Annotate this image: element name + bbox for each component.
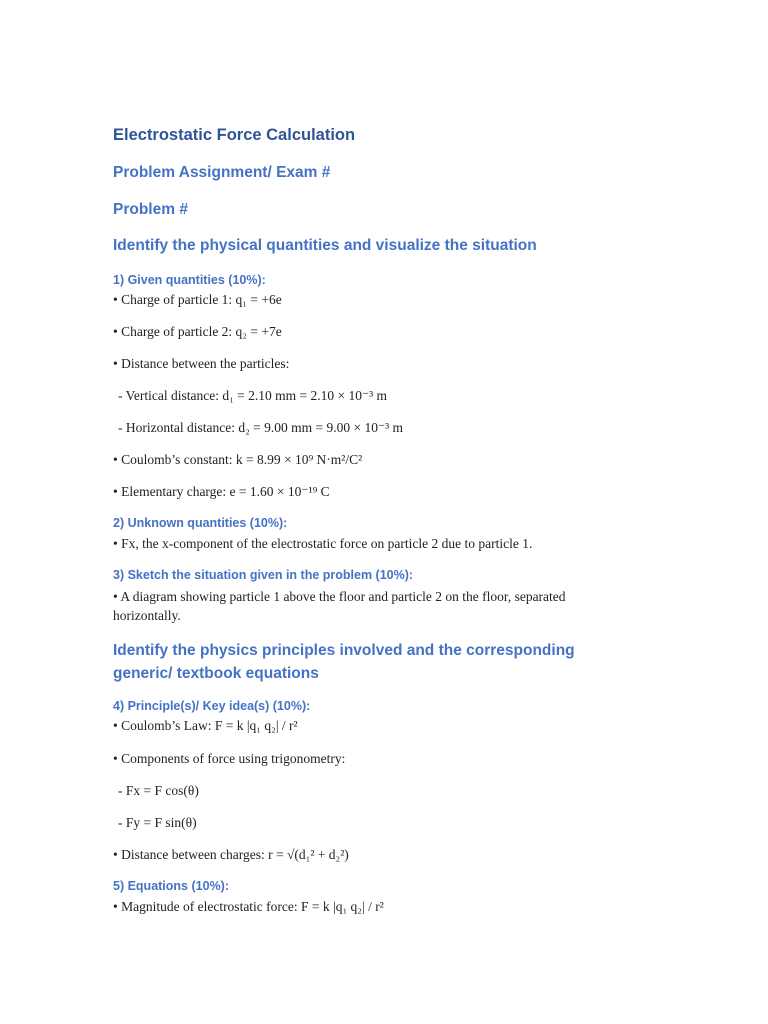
assignment-heading: Problem Assignment/ Exam # (113, 164, 331, 181)
given-vertical: - Vertical distance: d₁ = 2.10 mm = 2.10 × 10⁻³ m (118, 388, 388, 403)
principles-components: • Components of force using trigonometry: (113, 751, 346, 766)
principles-fy: - Fy = F sin(θ) (118, 815, 197, 830)
given-charge1: • Charge of particle 1: q₁ = +6e (113, 292, 282, 307)
equations-heading: 5) Equations (10%): (113, 879, 229, 893)
principles-heading: 4) Principle(s)/ Key idea(s) (10%): (113, 699, 311, 713)
given-distance: • Distance between the particles: (113, 356, 290, 371)
given-horizontal: - Horizontal distance: d₂ = 9.00 mm = 9.00 × 10⁻³ m (118, 420, 404, 435)
sketch-text: • A diagram showing particle 1 above the floor and particle 2 on the floor, separated horizontally. (113, 589, 566, 623)
equations-magnitude: • Magnitude of electrostatic force: F = k |q₁ q₂| / r² (113, 899, 384, 914)
unknown-heading: 2) Unknown quantities (10%): (113, 516, 288, 530)
principles-fx: - Fx = F cos(θ) (118, 783, 199, 798)
problem-heading: Problem # (113, 201, 188, 218)
principles-distance: • Distance between charges: r = √(d₁² + d₂²) (113, 847, 349, 862)
sketch-heading: 3) Sketch the situation given in the problem (10%): (113, 568, 414, 582)
section2-heading: Identify the physics principles involved and the corresponding generic/ textbook equations (113, 642, 575, 682)
unknown-fx: • Fx, the x-component of the electrostatic force on particle 2 due to particle 1. (113, 536, 533, 551)
section1-heading: Identify the physical quantities and visualize the situation (113, 237, 537, 254)
document-title: Electrostatic Force Calculation (113, 126, 356, 144)
principles-coulomb-law: • Coulomb’s Law: F = k |q₁ q₂| / r² (113, 718, 298, 733)
given-heading: 1) Given quantities (10%): (113, 273, 266, 287)
given-charge2: • Charge of particle 2: q₂ = +7e (113, 324, 282, 339)
given-coulomb-constant: • Coulomb’s constant: k = 8.99 × 10⁹ N·m²/C² (113, 452, 363, 467)
given-elementary-charge: • Elementary charge: e = 1.60 × 10⁻¹⁹ C (113, 484, 330, 499)
